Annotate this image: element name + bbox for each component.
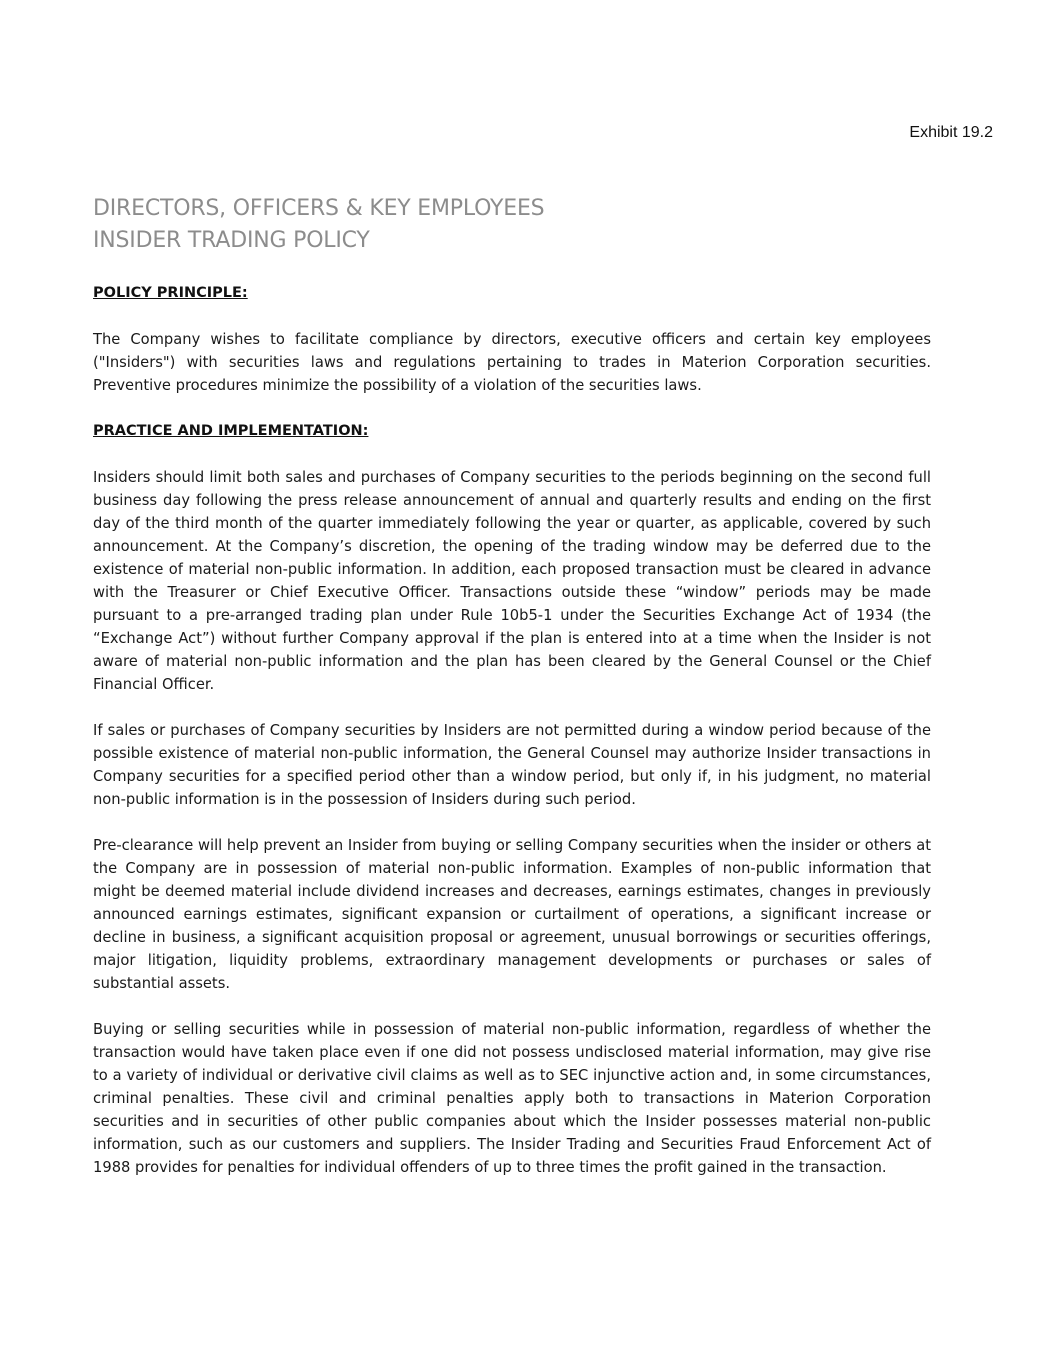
title-line-1: DIRECTORS, OFFICERS & KEY EMPLOYEES [93,196,545,221]
document-title [93,193,931,257]
document-body [93,193,931,1179]
general-counsel-authorization-paragraph: If sales or purchases of Company securities by Insiders are not permitted during a window period because of the possible existence of material non-public information, the General Counsel may authorize Insider transactions in Company securities for a specified period other than a window period, but only if, in his judgment, no material non-public information is in the possession of Insiders during such period. [93,722,931,808]
policy-principle-heading: POLICY PRINCIPLE: [93,285,248,301]
title-line-2: INSIDER TRADING POLICY [93,228,370,253]
trading-window-paragraph: Insiders should limit both sales and purchases of Company securities to the periods beginning on the second full business day following the press release announcement of annual and quarterly results and ending on the first day of the third month of the quarter immediately following the year or quarter, as applicable, covered by such announcement. At the Company’s discretion, the opening of the trading window may be deferred due to the existence of material non-public information. In addition, each proposed transaction must be cleared in advance with the Treasurer or Chief Executive Officer. Transactions outside these “window” periods may be made pursuant to a pre-arranged trading plan under Rule 10b5-1 under the Securities Exchange Act of 1934 (the “Exchange Act”) without further Company approval if the plan is entered into at a time when the Insider is not aware of material non-public information and the plan has been cleared by the General Counsel or the Chief Financial Officer. [93,469,931,693]
penalties-paragraph: Buying or selling securities while in possession of material non-public information, regardless of whether the transaction would have taken place even if one did not possess undisclosed material information, may give rise to a variety of individual or derivative civil claims as well as to SEC injunctive action and, in some circumstances, criminal penalties. These civil and criminal penalties apply both to transactions in Materion Corporation securities and in securities of other public companies about which the Insider possesses material non-public information, such as our customers and suppliers. The Insider Trading and Securities Fraud Enforcement Act of 1988 provides for penalties for individual offenders of up to three times the profit gained in the transaction. [93,1021,931,1176]
policy-principle-paragraph: The Company wishes to facilitate compliance by directors, executive officers and certain key employees ("Insiders") with securities laws and regulations pertaining to trades in Materion Corporation securities. Preventive procedures minimize the possibility of a violation of the securities laws. [93,331,931,394]
pre-clearance-paragraph: Pre-clearance will help prevent an Insider from buying or selling Company securities when the insider or others at the Company are in possession of material non-public information. Examples of non-public information that might be deemed material include dividend increases and decreases, earnings estimates, changes in previously announced earnings estimates, significant expansion or curtailment of operations, a significant increase or decline in business, a significant acquisition proposal or agreement, unusual borrowings or securities offerings, major litigation, liquidity problems, extraordinary management developments or purchases or sales of substantial assets. [93,837,931,992]
exhibit-label: Exhibit 19.2 [909,124,993,141]
practice-implementation-heading: PRACTICE AND IMPLEMENTATION: [93,423,369,439]
